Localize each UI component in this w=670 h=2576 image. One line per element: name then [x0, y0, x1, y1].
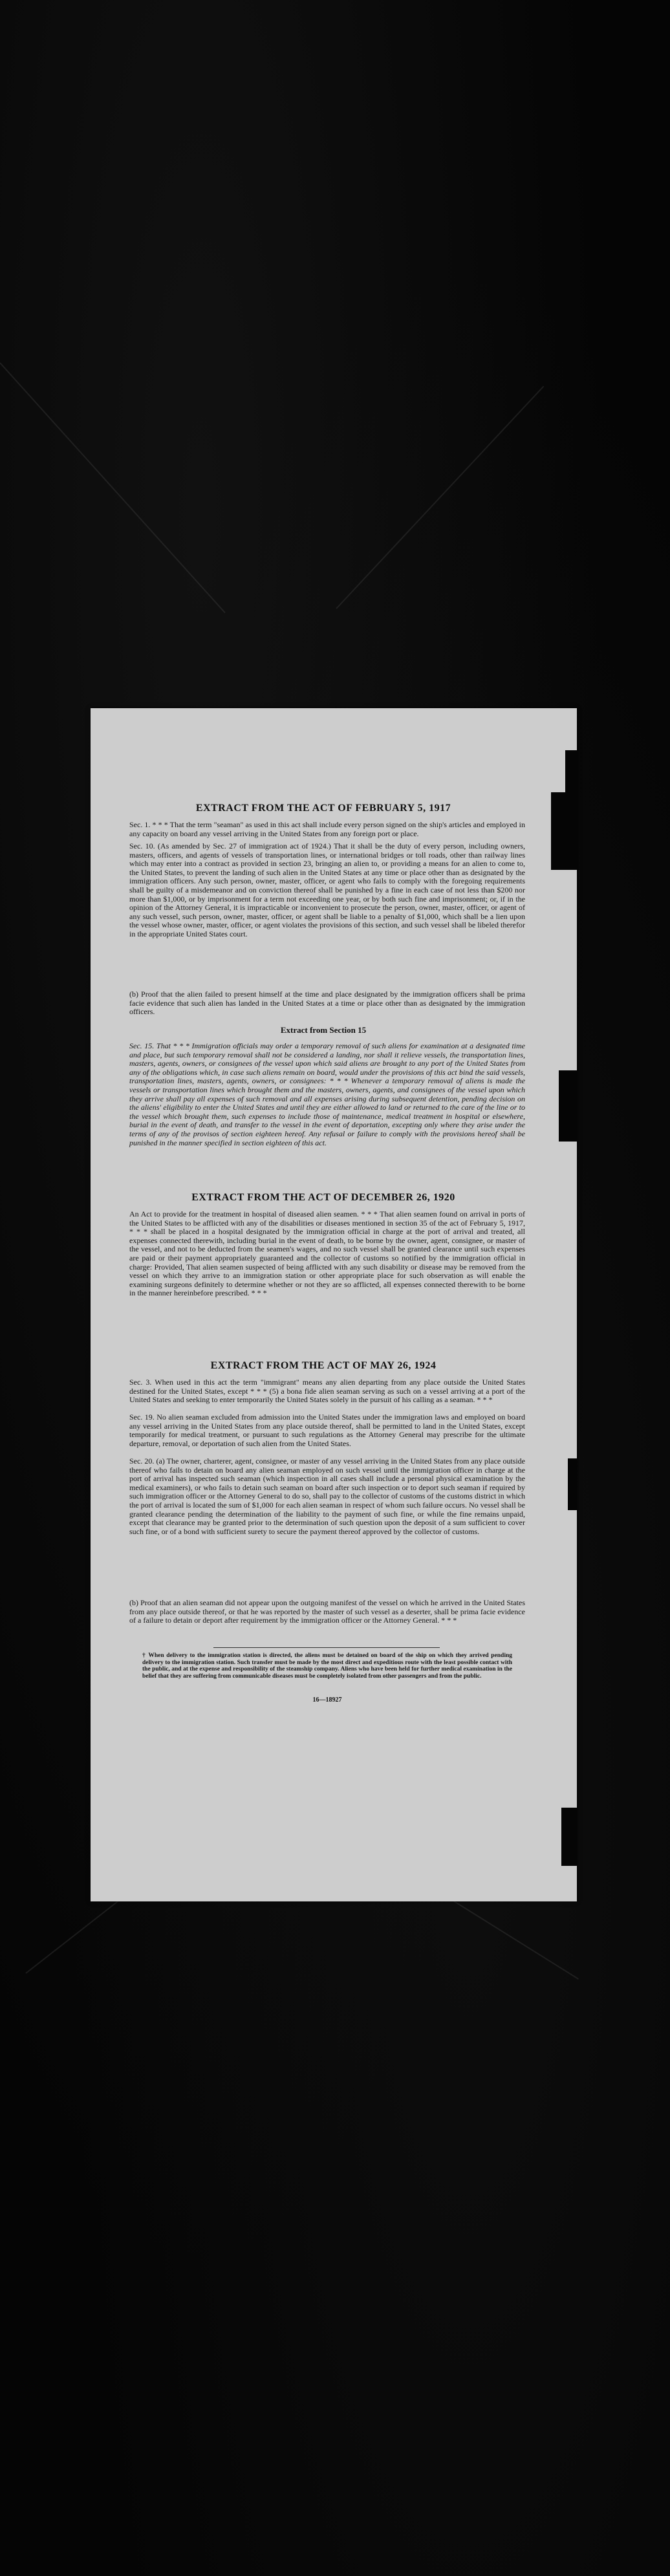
paragraph-sec-10-b: (b) Proof that the alien failed to present himself at the time and place designated by the immigration officers shall be prima facie evidence that such alien has landed in the United States at a time or place other than as designated by the immigration officers.	[129, 990, 525, 1017]
page-edge-mark	[559, 1070, 577, 1142]
heading-act-1920: EXTRACT FROM THE ACT OF DECEMBER 26, 1920	[191, 1192, 455, 1203]
footnote: † When delivery to the immigration station is directed, the aliens must be detained on board of the ship on which they arrived pending delivery to the immigration station. Such transfer must be made by the most direct and expeditious route with the least possible contact with the public, and at the expense and responsibility of the steamship company. Aliens who have been held for further medical examination in the belief that they are suffering from communicable diseases must be completely isolated from other passengers and from the public.	[142, 1652, 512, 1680]
print-code: 16—18927	[312, 1696, 342, 1704]
paragraph-sec-3: Sec. 3. When used in this act the term "immigrant" means any alien departing from any place outside the United States destined for the United States, except * * * (5) a bona fide alien seaman serving as such on a vessel arriving at a port of the United States and seeking to enter temporarily the United States solely in the pursuit of his calling as a seaman. * * *	[129, 1378, 525, 1405]
page-edge-mark	[568, 1458, 577, 1510]
heading-act-1924: EXTRACT FROM THE ACT OF MAY 26, 1924	[210, 1360, 437, 1371]
page-edge-mark	[561, 1808, 577, 1866]
paragraph-sec-19: Sec. 19. No alien seaman excluded from admission into the United States under the immigration laws and employed on board any vessel arriving in the United States from any place outside thereof, shall be permitted to land in the United States, except temporarily for medical treatment, or pursuant to such regulations as the Attorney General may prescribe for the ultimate departure, removal, or deportation of such alien from the United States.	[129, 1412, 525, 1448]
paragraph-act-1920: An Act to provide for the treatment in hospital of diseased alien seamen. * * * That alien seamen found on arrival in ports of the United States to be afflicted with any of the disabilities or diseases mentioned in section 35 of the act of February 5, 1917, * * * shall be placed in a hospital designated by the immigration official in charge at the port of arrival and treated, all expenses connected therewith, including burial in the event of death, to be borne by the owner, agent, consignee, or master of the vessel, and not to be deducted from the seamen's wages, and no such vessel shall be granted clearance until such expenses are paid or their payment appropriately guaranteed and the collector of customs so notified by the immigration official in charge: Provided, That alien seamen suspected of being afflicted with any such disability or disease may be removed from the vessel on which they arrive to an immigration station or other appropriate place for such observation as will enable the examining surgeons definitely to determine whether or not they are so afflicted, all expenses connected therewith to be borne in the manner hereinbefore prescribed. * * *	[129, 1209, 525, 1298]
scan-artifact-line	[0, 362, 226, 613]
paragraph-sec-1: Sec. 1. * * * That the term "seaman" as used in this act shall include every person signed on the ship's articles and employed in any capacity on board any vessel arriving in the United States from any foreign port or place.	[129, 820, 525, 838]
subheading-section-15: Extract from Section 15	[280, 1025, 367, 1035]
page-edge-mark	[551, 792, 577, 870]
document-page	[91, 708, 577, 1901]
paragraph-sec-20-b: (b) Proof that an alien seaman did not appear upon the outgoing manifest of the vessel on which he arrived in the United States from any place outside thereof, or that he was reported by the master of such vessel as a deserter, shall be prima facie evidence of a failure to detain or deport after requirement by the immigration officer or the Attorney General. * * *	[129, 1598, 525, 1625]
scan-artifact-line	[336, 386, 544, 609]
paragraph-sec-20-a: Sec. 20. (a) The owner, charterer, agent, consignee, or master of any vessel arriving in the United States from any place outside thereof who fails to detain on board any alien seaman employed on such vessel until the immigration officer in charge at the port of arrival has inspected such seaman (which inspection in all cases shall include a personal physical examination by the medical examiners), or who fails to detain such seaman on board after such inspection or to deport such seaman if required by such immigration officer or the Attorney General to do so, shall pay to the collector of customs of the customs district in which the port of arrival is located the sum of $1,000 for each alien seaman in respect of whom such failure occurs. No vessel shall be granted clearance pending the determination of the liability to the payment of such fine, or while the fine remains unpaid, except that clearance may be granted prior to the determination of such question upon the deposit of a sum sufficient to cover such fine, or of a bond with sufficient surety to secure the payment thereof approved by the collector of customs.	[129, 1456, 525, 1536]
footnote-divider	[213, 1647, 440, 1648]
heading-act-1917: EXTRACT FROM THE ACT OF FEBRUARY 5, 1917	[195, 803, 451, 814]
paragraph-sec-15: Sec. 15. That * * * Immigration officials may order a temporary removal of such aliens for examination at a designated time and place, but such temporary removal shall not be considered a landing, nor shall it relieve vessels, the transportation lines, masters, agents, owners, or consignees of the vessel upon which said aliens are brought to any port of the United States from any of the obligations which, in case such aliens remain on board, would under the provisions of this act bind the said vessels, transportation lines, masters, agents, owners, or consignees: * * * Whenever a temporary removal of aliens is made the vessels or transportation lines which brought them and the masters, owners, agents, and consignees of the vessel upon which they arrive shall pay all expenses of such removal and all expenses arising during subsequent detention, pending decision on the aliens' eligibility to enter the United States and until they are either allowed to land or returned to the care of the line or to the vessel which brought them, such expenses to include those of maintenance, medical treatment in hospital or elsewhere, burial in the event of death, and transfer to the vessel in the event of deportation, excepting only where they arise under the terms of any of the provisos of section eighteen hereof. Any refusal or failure to comply with the provisions hereof shall be punished in the manner specified in section eighteen of this act.	[129, 1041, 525, 1147]
paragraph-sec-10: Sec. 10. (As amended by Sec. 27 of immigration act of 1924.) That it shall be the duty of every person, including owners, masters, officers, and agents of vessels of transportation lines, or international bridges or toll roads, other than railway lines which may enter into a contract as provided in section 23, bringing an alien to, or providing a means for an alien to come to, the United States, to prevent the landing of such alien in the United States at any time or place other than as designated by the immigration officers. Any such person, owner, master, officer, or agent who fails to comply with the foregoing requirements shall be guilty of a misdemeanor and on conviction thereof shall be punished by a fine in each case of not less than $200 nor more than $1,000, or by imprisonment for a term not exceeding one year, or by both such fine and imprisonment; or, if in the opinion of the Attorney General, it is impracticable or inconvenient to prosecute the person, owner, master, officer, or agent of any such vessel, such person, owner, master, officer, or agent shall be liable to a penalty of $1,000, which shall be a lien upon the vessel whose owner, master, officer, or agent violates the provisions of this section, and such vessel shall be libeled therefor in the appropriate United States court.	[129, 841, 525, 938]
